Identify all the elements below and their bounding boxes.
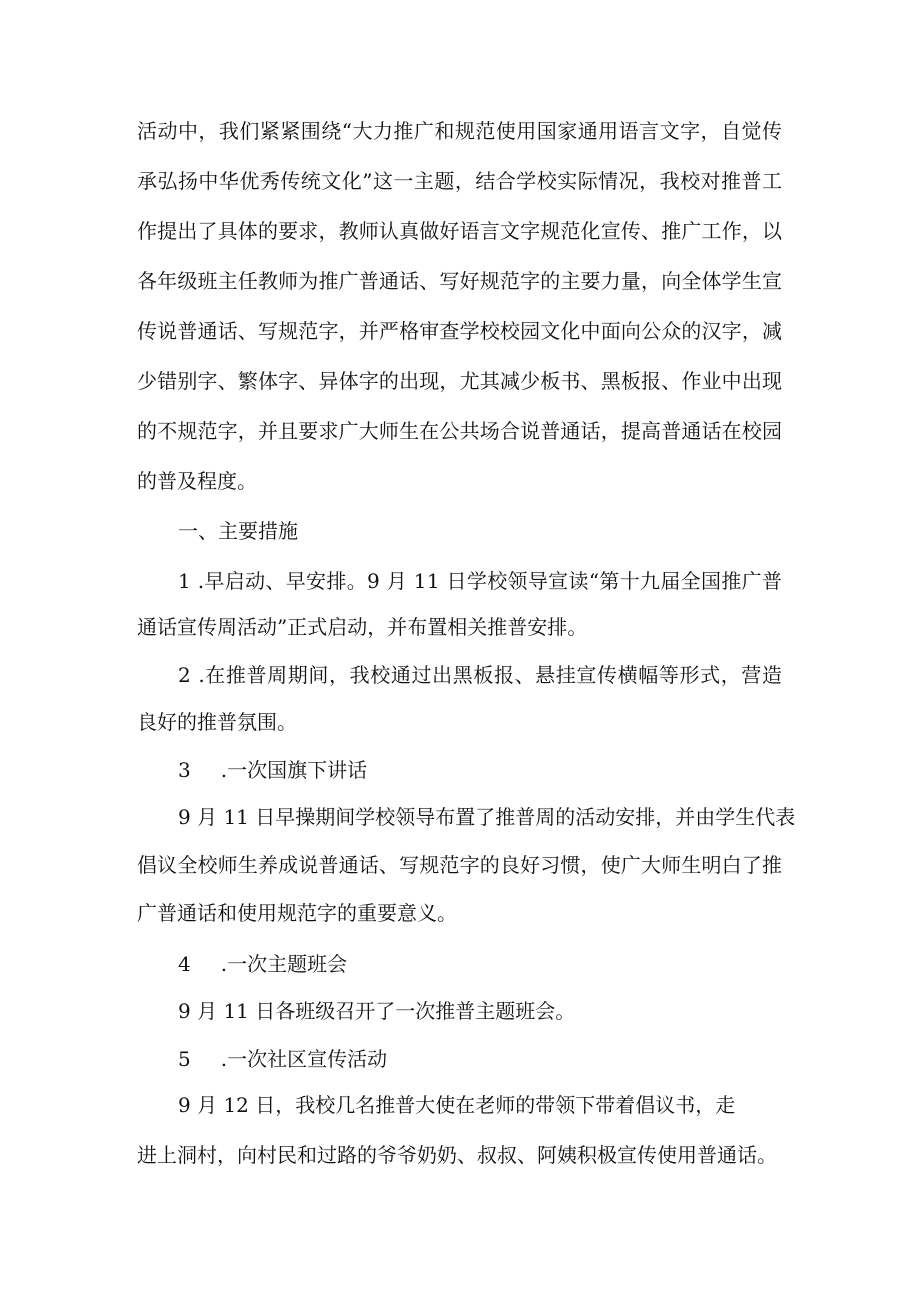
item3-heading — [178, 756, 367, 784]
item1-line-2: 通话宣传周活动”正式启动，并布置相关推普安排。 — [137, 615, 588, 639]
item3-number: 3 — [178, 758, 191, 782]
item5-heading — [178, 1045, 387, 1073]
item2-line-1: 2 .在推普周期间，我校通过出黑板报、悬挂宣传横幅等形式，营造 — [178, 663, 783, 687]
item4-number: 4 — [178, 952, 191, 976]
intro-line-3: 作提出了具体的要求，教师认真做好语言文字规范化宣传、推广工作，以 — [137, 219, 783, 243]
item5-title: .一次社区宣传活动 — [220, 1047, 388, 1071]
intro-line-2: 承弘扬中华优秀传统文化”这一主题，结合学校实际情况，我校对推普工 — [137, 169, 783, 193]
item5-line-1: 9 月 12 日，我校几名推普大使在老师的带领下带着倡议书，走 — [178, 1093, 736, 1117]
item5-line-2: 进上洞村，向村民和过路的爷爷奶奶、叔叔、阿姨积极宣传使用普通话。 — [137, 1143, 777, 1167]
item4-heading — [178, 950, 347, 978]
intro-line-6: 少错别字、繁体字、异体字的出现，尤其减少板书、黑板报、作业中出现 — [137, 369, 783, 393]
intro-line-7: 的不规范字，并且要求广大师生在公共场合说普通话，提高普通话在校园 — [137, 419, 783, 443]
intro-line-8: 的普及程度。 — [137, 469, 257, 493]
item4-title: .一次主题班会 — [220, 952, 348, 976]
intro-line-4: 各年级班主任教师为推广普通话、写好规范字的主要力量，向全体学生宣 — [137, 269, 783, 293]
intro-line-1: 活动中，我们紧紧围绕“大力推广和规范使用国家通用语言文字，自觉传 — [137, 119, 783, 143]
intro-line-5: 传说普通话、写规范字，并严格审查学校校园文化中面向公众的汉字，减 — [137, 319, 783, 343]
section-heading: 一、主要措施 — [178, 519, 298, 543]
item3-line-2: 倡议全校师生养成说普通话、写规范字的良好习惯，使广大师生明白了推 — [137, 853, 783, 877]
item3-line-1: 9 月 11 日早操期间学校领导布置了推普周的活动安排，并由学生代表 — [178, 805, 796, 829]
item3-line-3: 广普通话和使用规范字的重要意义。 — [137, 901, 457, 925]
item5-number: 5 — [178, 1047, 191, 1071]
item1-line-1: 1 .早启动、早安排。9 月 11 日学校领导宣读“第十九届全国推广普 — [178, 569, 783, 593]
item2-line-2: 良好的推普氛围。 — [137, 710, 297, 734]
item4-line-1: 9 月 11 日各班级召开了一次推普主题班会。 — [178, 999, 576, 1023]
item3-title: .一次国旗下讲话 — [220, 758, 368, 782]
